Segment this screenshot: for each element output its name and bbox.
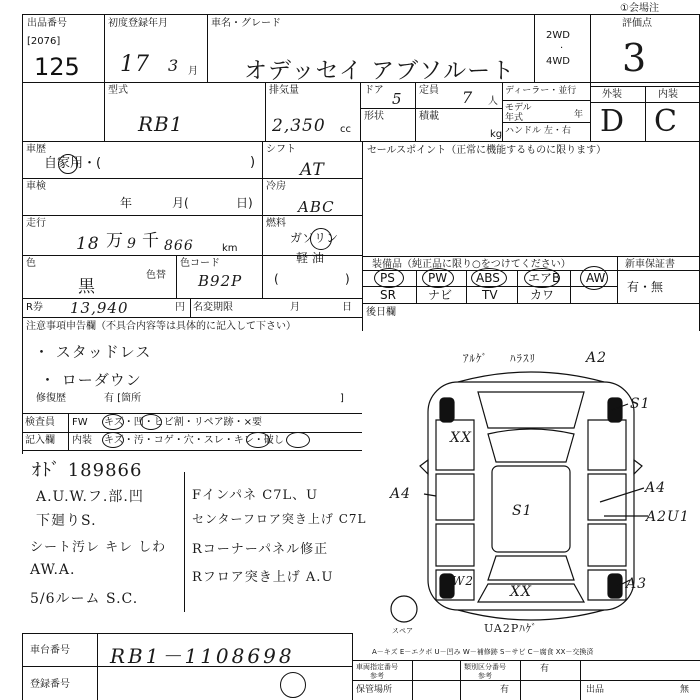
leader-a4 — [600, 488, 644, 502]
dmg-left-a4: A4 — [390, 486, 412, 502]
inspector-label-1: 検査員 — [25, 417, 55, 428]
insp-month: 月( — [172, 196, 189, 210]
equip-tv: TV — [482, 288, 498, 302]
type-label: 類別区分番号 — [464, 663, 506, 671]
reference-label: 参考 — [370, 672, 384, 680]
warranty-label: 新車保証書 — [625, 259, 675, 270]
load-label: 積載 — [419, 111, 439, 122]
attention-label: 注意事項申告欄（不具合内容等は具体的に記入して下さい） — [26, 321, 296, 332]
name-change-label: 名変期限 — [193, 302, 233, 313]
first-reg-year: 17 — [120, 52, 150, 77]
usage-label: 車歴 — [26, 144, 46, 155]
remark-line: A.U.W.フ.部.凹 — [36, 489, 144, 505]
dmg-right-s1: S1 — [630, 396, 651, 412]
dmg-top-right: A2 — [586, 350, 608, 366]
mirror-left — [420, 460, 428, 474]
color-no-label: 色替 — [146, 270, 166, 281]
color-code-value: B92P — [198, 272, 243, 290]
postscript-label: 後日欄 — [366, 307, 396, 318]
dispatch-label: 出品 — [586, 685, 605, 695]
doors-label: ドア — [364, 85, 384, 96]
shift-label: シフト — [266, 144, 296, 155]
right-front-fender — [588, 420, 626, 470]
attention-note-2: ・ ローダウン — [40, 371, 142, 389]
lot-label: 出品番号 — [27, 18, 67, 29]
reference-label-2: 参考 — [478, 672, 492, 680]
top-right-note: ①会場注 — [620, 3, 659, 14]
legend: A－キズ E－エクボ U－凹み W－補修跡 S－サビ C－腐食 XX－交換済 — [372, 648, 594, 656]
equipment-label: 装備品（純正品に限り○をつけてください） — [372, 259, 571, 270]
chassis-label: 車台番号 — [30, 645, 70, 656]
remark-odometer: ｵﾄﾞ 189866 — [32, 460, 143, 481]
color-code-label: 色コード — [180, 258, 220, 269]
color-value: 黒 — [78, 277, 96, 297]
ac-value: ABC — [298, 198, 335, 216]
mileage-rest: 866 — [164, 238, 194, 254]
fuel-label: 燃料 — [266, 218, 286, 229]
dmg-top-mid: ﾊﾗｽﾘ — [510, 352, 536, 365]
lot-number: 125 — [34, 53, 80, 81]
dmg-right-a2u1: A2U1 — [646, 509, 690, 525]
lot-code: [2076] — [27, 36, 61, 47]
nc-month: 月 — [290, 302, 300, 313]
exterior-label: 外装 — [602, 89, 622, 100]
remark-right: Rコーナーパネル修正 — [192, 542, 329, 557]
dmg-bottom-w2: W2 — [452, 574, 474, 588]
spare-label: スペア — [392, 627, 413, 635]
inspector-label-2: 記入欄 — [25, 435, 55, 446]
equip-airbag: エアB — [528, 271, 561, 285]
ac-label: 冷房 — [266, 181, 286, 192]
ari-label: 有 — [540, 664, 550, 674]
fuel-gas: ガソリン — [290, 231, 339, 245]
remark-right: Rフロア突き上げ A.U — [192, 570, 334, 585]
drive-4wd: 4WD — [546, 56, 570, 67]
mileage-sen: 9 — [127, 236, 137, 252]
dmg-right-a4: A4 — [645, 480, 667, 496]
month-unit: 月 — [188, 66, 198, 77]
selling-points-label: セールスポイント（正常に機能するものに限ります） — [367, 145, 607, 156]
rear-glass — [488, 556, 574, 580]
displacement-label: 排気量 — [269, 85, 299, 96]
remark-right: Fインパネ C7L、U — [192, 488, 319, 503]
wheel-rr — [608, 574, 622, 598]
color-label: 色 — [26, 258, 36, 269]
handle-label: ハンドル 左・右 — [505, 126, 571, 136]
equip-sr: SR — [380, 288, 396, 302]
dmg-top-left: ｱﾙｹﾞ — [463, 352, 488, 365]
shift-value: AT — [300, 160, 325, 180]
interior-grade: C — [654, 104, 678, 139]
displacement-value: 2,350 — [272, 116, 326, 136]
history-value: 有 [箇所 — [104, 393, 142, 404]
mirror-right — [634, 460, 642, 474]
wheel-fl — [440, 398, 454, 422]
left-front-door — [436, 474, 474, 520]
year-unit: 年 — [574, 110, 584, 120]
front-bumper — [458, 372, 604, 382]
history-close: ] — [340, 393, 344, 404]
chassis-number: RB1－1108698 — [110, 644, 295, 668]
drive-2wd: 2WD — [546, 30, 570, 41]
cc-unit: cc — [340, 124, 351, 135]
usage-value: 自家用・( — [44, 156, 102, 171]
rating-label: 評価点 — [622, 18, 652, 29]
equip-abs: ABS — [476, 271, 500, 285]
capacity-value: 7 — [462, 88, 474, 107]
equip-ps: PS — [380, 271, 395, 285]
usage-close: ) — [250, 155, 256, 170]
dmg-left-xx: XX — [450, 430, 472, 446]
right-front-door — [588, 474, 626, 520]
equip-leather: カワ — [530, 288, 555, 302]
dealer-label: ディーラー・並行 — [505, 86, 577, 96]
remark-right: センターフロア突き上げ C7L — [192, 512, 367, 526]
remark-line: 下廻りS. — [36, 513, 97, 529]
mileage-man: 18 — [76, 234, 100, 254]
car-name-label: 車名・グレード — [211, 18, 281, 29]
inspector-fw: FW — [72, 417, 88, 428]
wheel-fr — [608, 398, 622, 422]
model-label: 型式 — [108, 85, 128, 96]
inspector-row-2: キズ・汚・コゲ・穴・スレ・キレ・破し — [104, 435, 284, 446]
spare-tyre — [391, 596, 417, 622]
shape-label: 形状 — [364, 111, 384, 122]
attention-note-1: ・ スタッドレス — [34, 343, 152, 361]
man-unit: 万 — [106, 231, 123, 251]
dmg-bottom-a3: A3 — [626, 576, 648, 592]
inspection-label: 車検 — [26, 181, 46, 192]
dot: · — [560, 43, 564, 54]
recycle-fee: 13,940 — [70, 299, 129, 317]
interior-label: 内装 — [658, 89, 678, 100]
model-year-label: モデル年式 — [505, 103, 532, 123]
remark-line: AW.A. — [30, 562, 76, 578]
person-unit: 人 — [488, 96, 498, 107]
remark-line: 5/6ルーム S.C. — [30, 591, 139, 607]
recycle-label: R券 — [26, 302, 43, 313]
warranty-value: 有・無 — [627, 280, 664, 294]
remark-line: シート汚レ キレ しわ — [30, 540, 167, 555]
hood — [478, 392, 584, 428]
equip-navi: ナビ — [428, 288, 453, 302]
left-rear-door — [436, 524, 474, 566]
reg-label: 登録番号 — [30, 679, 70, 690]
first-reg-label: 初度登録年月 — [108, 18, 168, 29]
fuel-paren-open: ( — [274, 272, 279, 286]
right-rear-door — [588, 524, 626, 566]
windshield — [488, 429, 574, 462]
leader-left-a4 — [424, 494, 436, 496]
equip-aw: AW — [586, 271, 606, 285]
car-name: オデッセイ アブソルート — [244, 58, 516, 84]
km-unit: km — [222, 243, 238, 254]
designated-label: 車両指定番号 — [356, 663, 398, 671]
model-value: RB1 — [138, 112, 184, 136]
inspector-interior: 内装 — [72, 435, 92, 446]
insp-year: 年 — [120, 196, 133, 210]
kg-unit: kg — [490, 129, 503, 140]
loc-value: 有 — [500, 685, 510, 695]
rating-value: 3 — [622, 36, 648, 80]
dmg-center-s1: S1 — [512, 503, 533, 519]
yen-unit: 円 — [175, 302, 185, 313]
first-reg-month: 3 — [168, 56, 180, 75]
fuel-diesel: 軽 油 — [296, 251, 324, 265]
insp-day: 日) — [236, 196, 253, 210]
history-label: 修復歴 — [36, 393, 66, 404]
capacity-label: 定員 — [419, 85, 439, 96]
loc-label: 保管場所 — [356, 685, 393, 695]
inspector-row-1: キズ・凹・ヒビ割・リペア跡・×要 — [104, 417, 262, 428]
doors-value: 5 — [392, 90, 403, 108]
sen-unit: 千 — [142, 231, 159, 251]
equip-pw: PW — [428, 271, 448, 285]
reg-circle — [280, 672, 306, 698]
dmg-bottom-xx: XX — [510, 584, 532, 600]
fuel-paren-close: ) — [345, 272, 350, 286]
mileage-label: 走行 — [26, 218, 46, 229]
exterior-grade: D — [600, 104, 626, 139]
dmg-bottom-note: UA2Pﾊｹﾞ — [484, 622, 538, 635]
rear-bumper — [458, 610, 604, 620]
nashi-label: 無 — [680, 685, 690, 695]
nc-day: 日 — [342, 302, 352, 313]
